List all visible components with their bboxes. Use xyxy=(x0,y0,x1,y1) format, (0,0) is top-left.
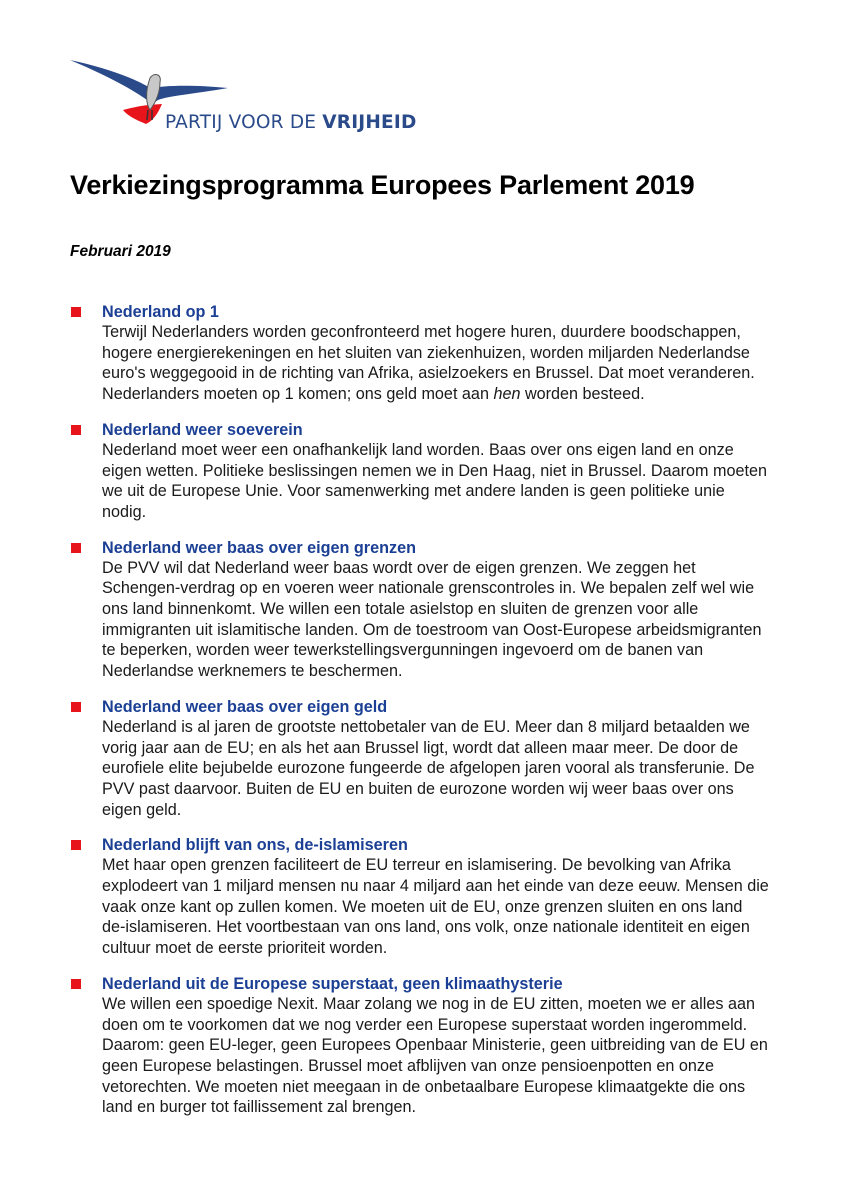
section-title: Nederland blijft van ons, de-islamiseren xyxy=(102,836,408,855)
red-square-bullet-icon xyxy=(71,979,81,989)
logo-text-bold: VRIJHEID xyxy=(322,112,417,133)
section-body: Nederland is al jaren de grootste nettobetaler van de EU. Meer dan 8 miljard betaalden we vorig jaar aan de EU; en als het aan Brussel ligt, wordt dat alleen maar meer. De door de eurofiele elite bejubelde eurozone fungeerde de afgelopen jaren vooral als transferunie. De PVV past daarvoor. Buiten de EU en buiten de eurozone worden wij weer baas over ons eigen geld. xyxy=(102,717,755,819)
page-title: Verkiezingsprogramma Europees Parlement 2019 xyxy=(70,170,695,200)
section-nederland-op-1 xyxy=(70,302,770,405)
section-body: De PVV wil dat Nederland weer baas wordt over de eigen grenzen. We zeggen het Schengen-verdrag op en voeren weer nationale grenscontroles in. We bepalen zelf wel wie ons land binnenkomt. We willen een totale asielstop en sluiten de grenzen voor alle immigranten uit islamitische landen. Om de toestroom van Oost-Europese arbeidsmigranten te beperken, worden weer tewerkstellingsvergunningen ingevoerd om de banen van Nederlandse werknemers te beschermen. xyxy=(102,558,762,681)
red-square-bullet-icon xyxy=(71,702,81,712)
party-logo xyxy=(68,58,428,142)
document-date: Februari 2019 xyxy=(70,243,171,260)
section-grenzen xyxy=(70,538,770,682)
section-title: Nederland weer soeverein xyxy=(102,420,303,439)
red-square-bullet-icon xyxy=(71,840,81,850)
section-body: Nederland moet weer een onafhankelijk land worden. Baas over ons eigen land en onze eigen wetten. Politieke beslissingen nemen we in Den Haag, niet in Brussel. Daarom moeten we uit de Europese Unie. Voor samenwerking met andere landen is geen politieke unie nodig. xyxy=(102,440,767,521)
section-superstaat xyxy=(70,974,770,1118)
section-body: Met haar open grenzen faciliteert de EU terreur en islamisering. De bevolking van Afrika explodeert van 1 miljard mensen nu naar 4 miljard aan het einde van deze eeuw. Mensen die vaak onze kant op zullen komen. We moeten uit de EU, onze grenzen sluiten en ons land de-islamiseren. Het voortbestaan van ons land, ons volk, onze nationale identiteit en eigen cultuur moet de eerste prioriteit worden. xyxy=(102,856,769,958)
section-body: We willen een spoedige Nexit. Maar zolang we nog in de EU zitten, moeten we er alles aan doen om te voorkomen dat we nog verder een Europese superstaat worden ingerommeld. Daarom: geen EU-leger, geen Europees Openbaar Ministerie, geen uitbreiding van de EU en geen Europese belastingen. Brussel moet afblijven van onze pensioenpotten en onze vetorechten. We moeten niet meegaan in de onbetaalbare Europese klimaatgekte die ons land en burger tot faillissement zal brengen. xyxy=(102,994,768,1117)
body-text-end: worden besteed. xyxy=(520,385,645,404)
section-title: Nederland uit de Europese superstaat, geen klimaathysterie xyxy=(102,974,563,993)
section-soeverein xyxy=(70,420,770,523)
body-emphasis: hen xyxy=(493,385,521,404)
section-title: Nederland weer baas over eigen geld xyxy=(102,697,388,716)
program-sections xyxy=(70,302,770,1133)
section-body xyxy=(102,322,770,405)
red-square-bullet-icon xyxy=(71,543,81,553)
logo-text xyxy=(165,112,417,133)
section-title: Nederland weer baas over eigen grenzen xyxy=(102,538,416,557)
section-title: Nederland op 1 xyxy=(102,303,219,321)
red-square-bullet-icon xyxy=(71,425,81,435)
body-text: Terwijl Nederlanders worden geconfronteerd met hogere huren, duurdere boodschappen, hogere energierekeningen en het sluiten van ziekenhuizen, worden miljarden Nederlandse euro's weggegooid in de richting van Afrika, asielzoekers en Brussel. Dat moet veranderen. Nederlanders moeten op 1 komen; ons geld moet aan xyxy=(102,323,755,404)
red-square-bullet-icon xyxy=(71,307,81,317)
section-geld xyxy=(70,697,770,821)
logo-text-regular: PARTIJ VOOR DE xyxy=(165,112,323,133)
section-de-islamiseren xyxy=(70,835,770,959)
